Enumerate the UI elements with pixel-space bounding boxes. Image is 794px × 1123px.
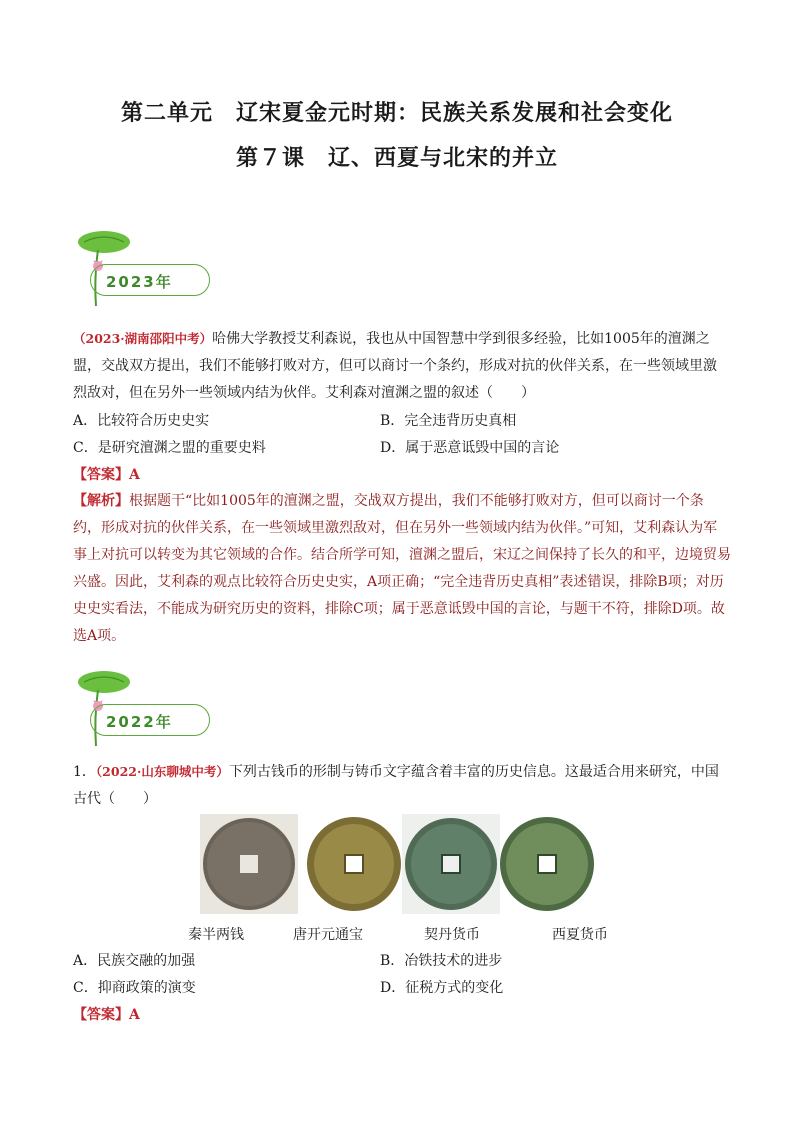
coin-image-tang xyxy=(305,814,403,918)
option-c: C．是研究澶渊之盟的重要史料 xyxy=(73,440,266,456)
year-badge-2023 xyxy=(72,228,212,290)
question-source: （2022·山东聊城中考） xyxy=(95,764,229,779)
answer-2023 xyxy=(73,465,140,485)
question-2022 xyxy=(73,758,727,813)
analysis-label: 【解析】 xyxy=(73,493,129,509)
lesson-title: 第７课 辽、西夏与北宋的并立 xyxy=(235,146,558,171)
analysis-text: 根据题干“比如1005年的澶渊之盟，交战双方提出，我们不能够打败对方，但可以商讨一个条约，形成对抗的伙伴关系，在一些领域里激烈敌对，但在另外一些领域内结为伙伴。”可知，艾利森认为军事上对抗可以转变为其它领域的合作。结合所学可知，澶渊之盟后，宋辽之间保持了长久的和平，边境贸易兴盛。因此，艾利森的观点比较符合历史史实，A项正确；“完全违背历史真相”表述错误，排除B项；对历史史实看法，不能成为研究历史的资料，排除C项；属于恶意诋毁中国的言论，与题干不符，排除D项。故选A项。 xyxy=(73,493,731,644)
coin-caption-xixia: 西夏货币 xyxy=(552,927,608,943)
option-c: C．抑商政策的演变 xyxy=(73,980,196,996)
year-label: 2022年 xyxy=(106,713,173,731)
coin-caption-tang: 唐开元通宝 xyxy=(293,927,363,943)
option-b: B．完全违背历史真相 xyxy=(380,413,517,429)
answer-value: A xyxy=(129,467,140,483)
year-label: 2023年 xyxy=(106,273,173,291)
coin-image-khitan xyxy=(402,814,500,918)
question-number: 1． xyxy=(73,764,96,780)
answer-label: 【答案】 xyxy=(73,467,129,483)
question-2023 xyxy=(73,325,727,407)
option-d: D．征税方式的变化 xyxy=(380,980,504,996)
answer-2022 xyxy=(73,1005,140,1025)
unit-title: 第二单元 辽宋夏金元时期：民族关系发展和社会变化 xyxy=(120,101,673,126)
option-b: B．冶铁技术的进步 xyxy=(380,953,503,969)
question-stem: 哈佛大学教授艾利森说，我也从中国智慧中学到很多经验，比如1005年的澶渊之盟，交战双方提出，我们不能够打败对方，但可以商讨一个条约，形成对抗的伙伴关系，在一些领域里激烈敌对，但在另外一些领域内结为伙伴。艾利森对澶渊之盟的叙述（ ） xyxy=(73,331,717,401)
answer-label: 【答案】 xyxy=(73,1007,129,1023)
question-source: （2023·湖南邵阳中考） xyxy=(73,331,213,346)
option-d: D．属于恶意诋毁中国的言论 xyxy=(380,440,560,456)
option-a: A．比较符合历史史实 xyxy=(73,413,210,429)
coin-caption-qin: 秦半两钱 xyxy=(188,927,244,943)
coin-image-qin xyxy=(200,814,298,918)
coin-caption-khitan: 契丹货币 xyxy=(424,927,480,943)
year-badge-2022 xyxy=(72,668,212,730)
question-stem: 下列古钱币的形制与铸币文字蕴含着丰富的历史信息。这最适合用来研究，中国古代（ ） xyxy=(73,764,719,807)
analysis-2023 xyxy=(73,488,731,650)
option-a: A．民族交融的加强 xyxy=(73,953,196,969)
answer-value: A xyxy=(129,1007,140,1023)
coin-image-xixia xyxy=(498,814,596,918)
